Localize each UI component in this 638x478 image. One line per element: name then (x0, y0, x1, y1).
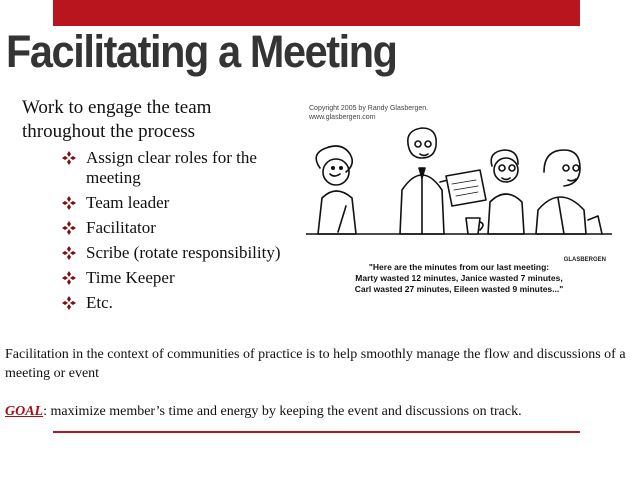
bullet-item (62, 148, 302, 188)
intro-line-2: throughout the process (22, 121, 196, 142)
four-diamond-bullet-icon (62, 296, 76, 310)
caption-line-1: "Here are the minutes from our last meeting: (368, 262, 550, 272)
facilitation-paragraph: Facilitation in the context of communities of practice is to help smoothly manage the flow and discussions of a meeting or event (5, 347, 626, 381)
four-diamond-bullet-icon (62, 196, 76, 210)
bullet-text: Facilitator (86, 218, 156, 237)
cartoon-credit (309, 104, 428, 122)
bullet-list (62, 148, 302, 318)
four-diamond-bullet-icon (62, 271, 76, 285)
bullet-item (62, 193, 302, 213)
slide-title: Facilitating a Meeting (6, 26, 397, 77)
bullet-item (62, 293, 302, 313)
bottom-accent-line (53, 431, 580, 433)
four-diamond-bullet-icon (62, 246, 76, 260)
intro-line-1: Work to engage the team (22, 97, 212, 118)
meeting-cartoon (306, 102, 612, 304)
cartoon-signature: GLASBERGEN (563, 257, 606, 263)
caption-line-2: Marty wasted 12 minutes, Janice wasted 7 minutes, (355, 273, 563, 283)
credit-line-2: www.glasbergen.com (309, 114, 376, 121)
bullet-item (62, 243, 302, 263)
goal-label: GOAL (5, 404, 44, 419)
bullet-text: Assign clear roles for the meeting (86, 148, 257, 187)
credit-line-1: Copyright 2005 by Randy Glasbergen. (309, 105, 429, 112)
cartoon-caption (306, 262, 612, 295)
bullet-text: Scribe (rotate responsibility) (86, 243, 281, 262)
bullet-text: Time Keeper (86, 268, 175, 287)
goal-text: : maximize member’s time and energy by keeping the event and discussions on track. (43, 404, 522, 419)
bullet-item (62, 218, 302, 238)
top-accent-bar (53, 0, 580, 26)
four-diamond-bullet-icon (62, 221, 76, 235)
bullet-item (62, 268, 302, 288)
four-diamond-bullet-icon (62, 151, 76, 165)
intro-text (22, 96, 292, 144)
caption-line-3: Carl wasted 27 minutes, Eileen wasted 9 minutes..." (354, 284, 564, 294)
bullet-text: Etc. (86, 293, 113, 312)
goal-statement (5, 402, 633, 421)
bullet-text: Team leader (86, 193, 170, 212)
